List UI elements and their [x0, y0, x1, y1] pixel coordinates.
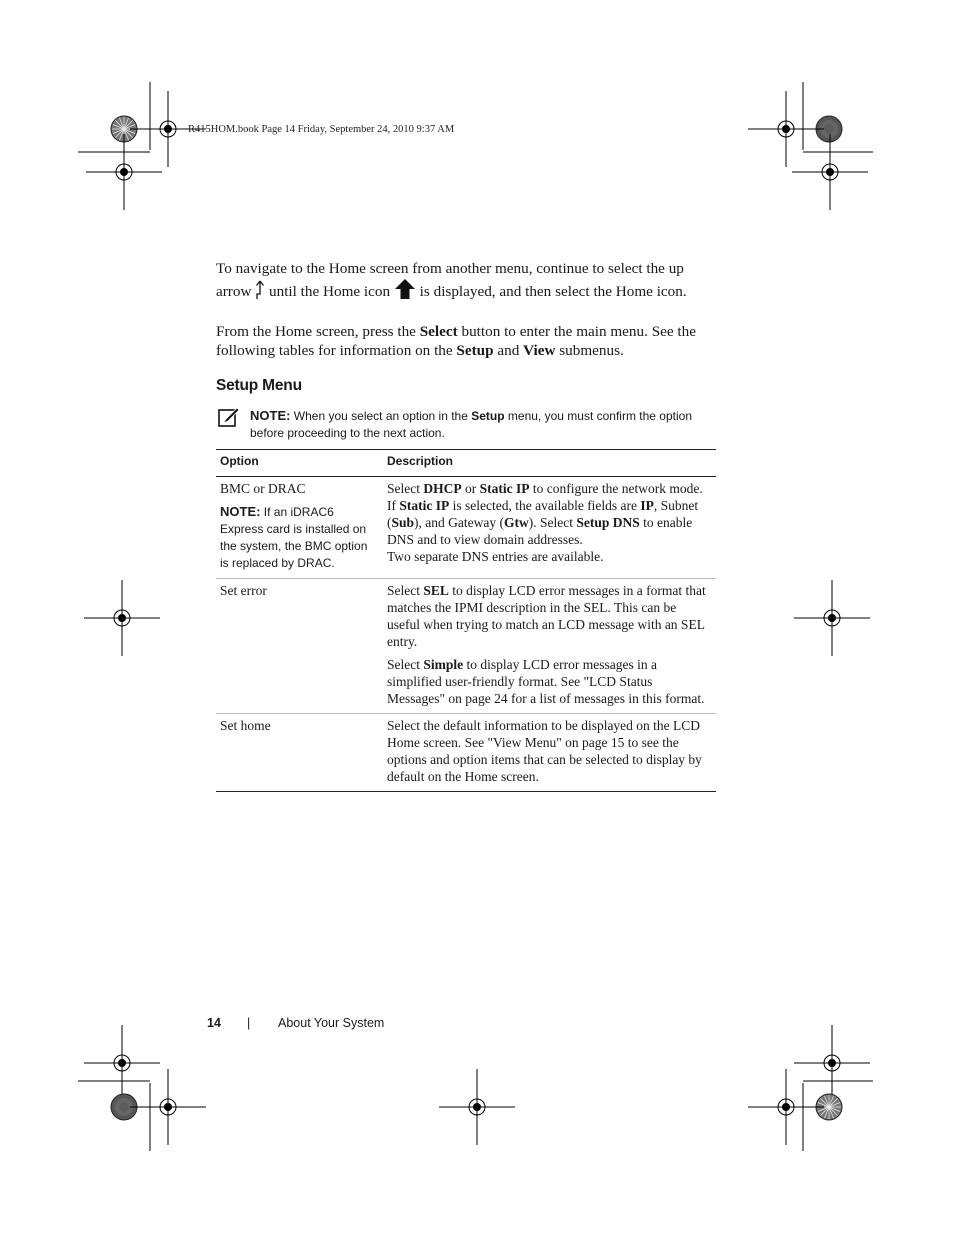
option-note — [220, 503, 379, 572]
note-keyword: Setup — [471, 409, 505, 423]
gtw-keyword: Gtw — [504, 515, 529, 530]
desc-text: Select — [387, 657, 424, 672]
ip-keyword: IP — [640, 498, 654, 513]
dhcp-keyword: DHCP — [423, 481, 462, 496]
note-label: NOTE: — [220, 504, 261, 519]
option-cell — [216, 579, 383, 714]
note-pencil-icon — [218, 406, 240, 433]
static-ip-keyword: Static IP — [479, 481, 530, 496]
footer-separator: | — [247, 1016, 251, 1030]
note-text — [250, 407, 720, 442]
select-keyword: Select — [419, 323, 458, 340]
desc-text: is selected, the available fields are — [449, 498, 641, 513]
static-ip-keyword: Static IP — [399, 498, 450, 513]
column-header-description: Description — [383, 450, 716, 477]
intro-paragraph-navigation — [216, 259, 716, 305]
column-header-option: Option — [216, 450, 383, 477]
description-cell — [383, 477, 716, 579]
setup-menu-table — [216, 449, 716, 792]
description-cell — [383, 579, 716, 714]
description-text — [387, 656, 712, 707]
intro-text: button to enter the main menu. See the following tables for information on the — [216, 323, 696, 359]
table-header-row — [216, 450, 716, 477]
intro-text: To navigate to the Home screen from another menu, continue to select the up arrow — [216, 260, 684, 300]
home-icon — [394, 278, 416, 305]
view-keyword: View — [523, 342, 556, 359]
intro-text: From the Home screen, press the — [216, 323, 420, 340]
desc-text: ), and Gateway ( — [414, 515, 504, 530]
option-name: BMC or DRAC — [220, 481, 306, 496]
intro-text: until the Home icon — [265, 283, 394, 300]
desc-text: ). Select — [528, 515, 577, 530]
description-text — [387, 480, 712, 565]
desc-text: Two separate DNS entries are available. — [387, 549, 604, 564]
intro-text: is displayed, and then select the Home icon. — [415, 283, 687, 300]
sel-keyword: SEL — [423, 583, 449, 598]
print-info-header: R415HOM.book Page 14 Friday, September 24, 2010 9:37 AM — [188, 124, 455, 135]
option-cell — [216, 477, 383, 579]
table-row — [216, 579, 716, 714]
note-label: NOTE: — [250, 408, 291, 423]
note-text-part: If an iDRAC6 Express card is installed on the system, the BMC option is replaced by DRAC. — [220, 505, 368, 570]
intro-text: submenus. — [555, 342, 624, 359]
description-text — [387, 582, 712, 650]
desc-text: to display LCD error messages in a format that matches the IPMI description in the SEL. This can be useful when trying to match an LCD message with an SEL entry. — [387, 583, 706, 649]
desc-text: to enable DNS and to view domain addresses. — [387, 515, 693, 547]
desc-text: , Subnet ( — [387, 498, 699, 530]
table-row — [216, 477, 716, 579]
note-text-part: menu, you must confirm the option before proceeding to the next action. — [250, 409, 693, 440]
page-number: 14 — [207, 1016, 221, 1030]
up-arrow-icon — [255, 280, 265, 305]
footer-chapter-title: About Your System — [278, 1016, 385, 1030]
intro-paragraph-menus — [216, 322, 716, 360]
sub-keyword: Sub — [391, 515, 415, 530]
section-title: Setup Menu — [216, 377, 302, 394]
desc-text: to configure the network mode. If — [387, 481, 703, 513]
description-text: Select the default information to be displayed on the LCD Home screen. See "View Menu" on page 15 to see the options and option items that can be selected to display by default on the Home screen. — [387, 718, 702, 784]
intro-text: and — [493, 342, 524, 359]
note-text-part: When you select an option in the — [290, 409, 472, 423]
setup-keyword: Setup — [456, 342, 494, 359]
option-cell — [216, 714, 383, 792]
description-cell — [383, 714, 716, 792]
setup-dns-keyword: Setup DNS — [576, 515, 640, 530]
option-name: Set home — [220, 718, 271, 733]
desc-text: Select — [387, 583, 424, 598]
desc-text: Select — [387, 481, 424, 496]
desc-text: to display LCD error messages in a simplified user-friendly format. See "LCD Status Messages" on page 24 for a list of messages in this format. — [387, 657, 705, 706]
table-row — [216, 714, 716, 792]
simple-keyword: Simple — [423, 657, 464, 672]
option-name: Set error — [220, 583, 267, 598]
desc-text: or — [461, 481, 480, 496]
